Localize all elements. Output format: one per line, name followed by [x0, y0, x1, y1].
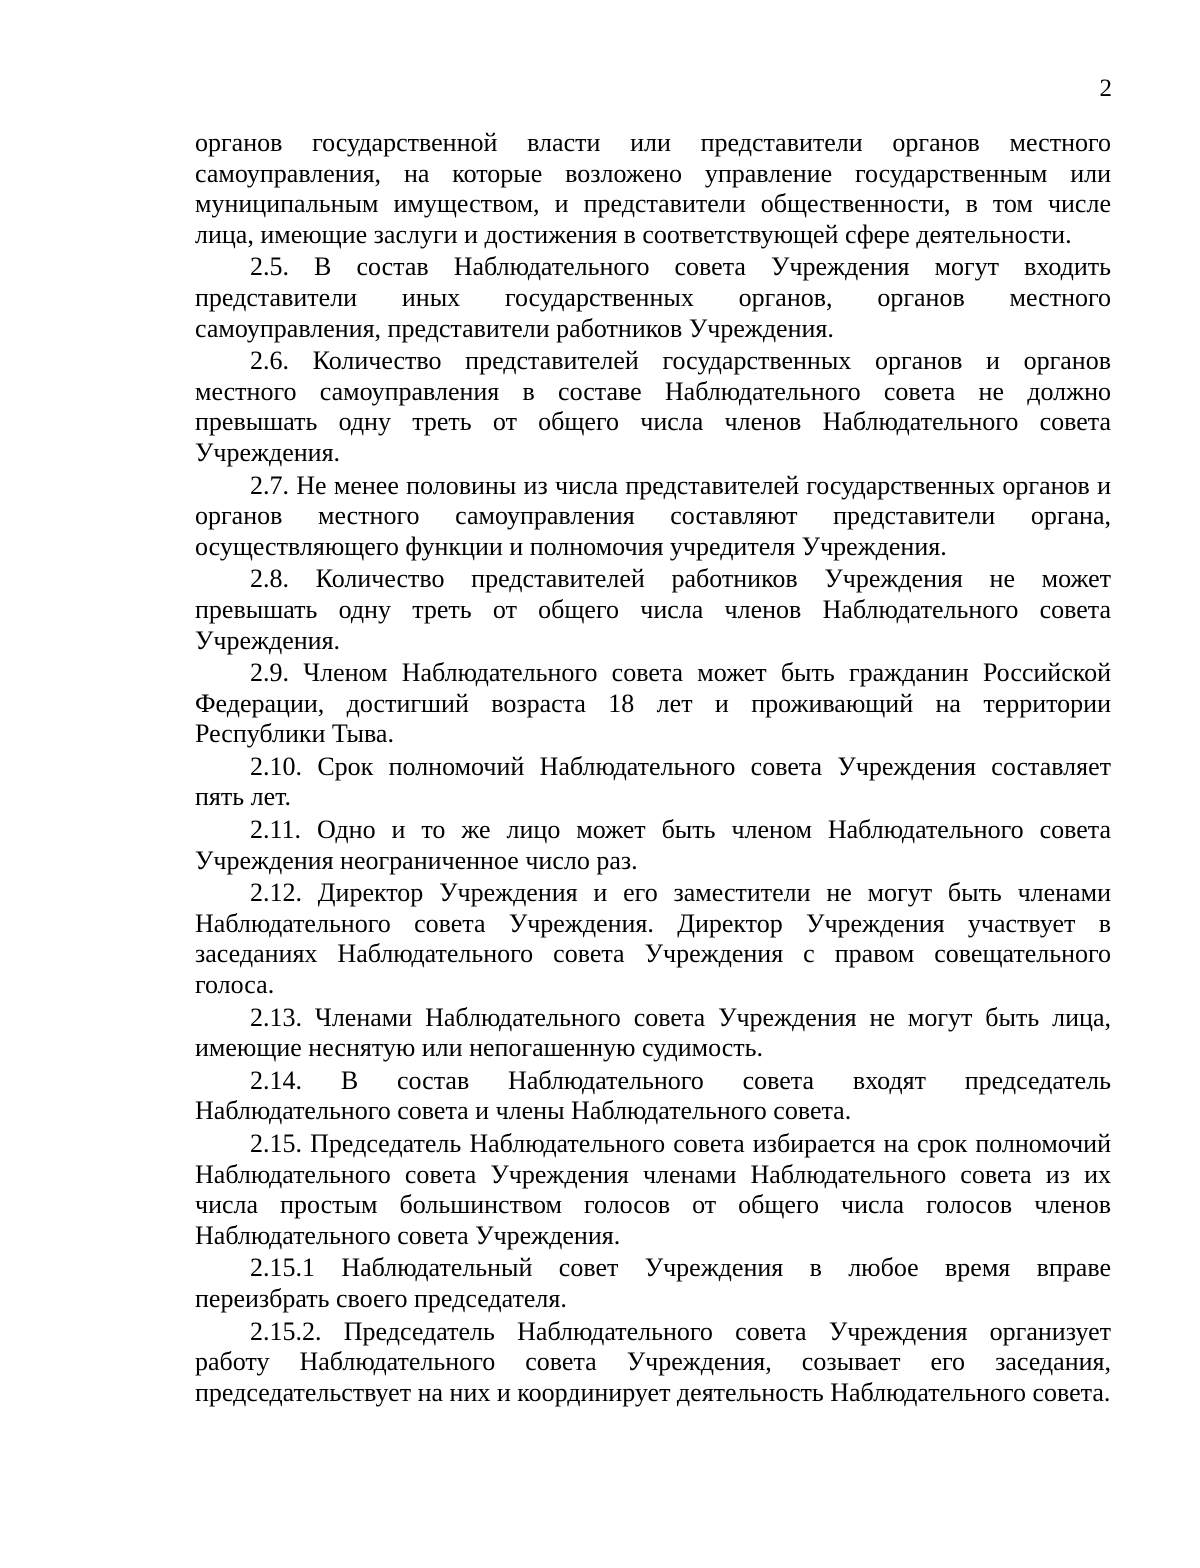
- paragraph-2-9: 2.9. Членом Наблюдательного совета может быть гражданин Российской Федерации, достигший возраста 18 лет и проживающий на территории Республики Тыва.: [195, 658, 1111, 749]
- paragraph-2-5: 2.5. В состав Наблюдательного совета Учреждения могут входить представители иных государственных органов, органов местного самоуправления, представители работников Учреждения.: [195, 252, 1111, 343]
- paragraph-2-8: 2.8. Количество представителей работников Учреждения не может превышать одну треть от общего числа членов Наблюдательного совета Учреждения.: [195, 564, 1111, 655]
- document-body: [195, 128, 1111, 1410]
- paragraph-2-7: 2.7. Не менее половины из числа представителей государственных органов и органов местного самоуправления составляют представители органа, осуществляющего функции и полномочия учредителя Учреждения.: [195, 470, 1111, 561]
- paragraph-2-15-2: 2.15.2. Председатель Наблюдательного совета Учреждения организует работу Наблюдательного совета Учреждения, созывает его заседания, председательствует на них и координирует деятельность Наблюдательного совета.: [195, 1316, 1111, 1407]
- paragraph-2-11: 2.11. Одно и то же лицо может быть членом Наблюдательного совета Учреждения неограниченное число раз.: [195, 815, 1111, 875]
- paragraph-2-15-1: 2.15.1 Наблюдательный совет Учреждения в любое время вправе переизбрать своего председателя.: [195, 1253, 1111, 1313]
- paragraph-2-6: 2.6. Количество представителей государственных органов и органов местного самоуправления в составе Наблюдательного совета не должно превышать одну треть от общего числа членов Наблюдательного совета Учреждения.: [195, 346, 1111, 467]
- paragraph-2-10: 2.10. Срок полномочий Наблюдательного совета Учреждения составляет пять лет.: [195, 751, 1111, 812]
- paragraph-2-15: 2.15. Председатель Наблюдательного совета избирается на срок полномочий Наблюдательного совета Учреждения членами Наблюдательного совета из их числа простым большинством голосов от общего числа голосов членов Наблюдательного совета Учреждения.: [195, 1129, 1111, 1250]
- paragraph-2-14: 2.14. В состав Наблюдательного совета входят председатель Наблюдательного совета и члены Наблюдательного совета.: [195, 1065, 1111, 1126]
- paragraph-2-12: 2.12. Директор Учреждения и его заместители не могут быть членами Наблюдательного совета Учреждения. Директор Учреждения участвует в заседаниях Наблюдательного совета Учреждения с правом совещательного голоса.: [195, 878, 1111, 1000]
- paragraph-2-13: 2.13. Членами Наблюдательного совета Учреждения не могут быть лица, имеющие неснятую или непогашенную судимость.: [195, 1002, 1111, 1063]
- page-number: 2: [1099, 75, 1112, 102]
- paragraph-continuation: органов государственной власти или представители органов местного самоуправления, на которые возложено управление государственным или муниципальным имуществом, и представители общественности, в том числе лица, имеющие заслуги и достижения в соответствующей сфере деятельности.: [195, 128, 1111, 249]
